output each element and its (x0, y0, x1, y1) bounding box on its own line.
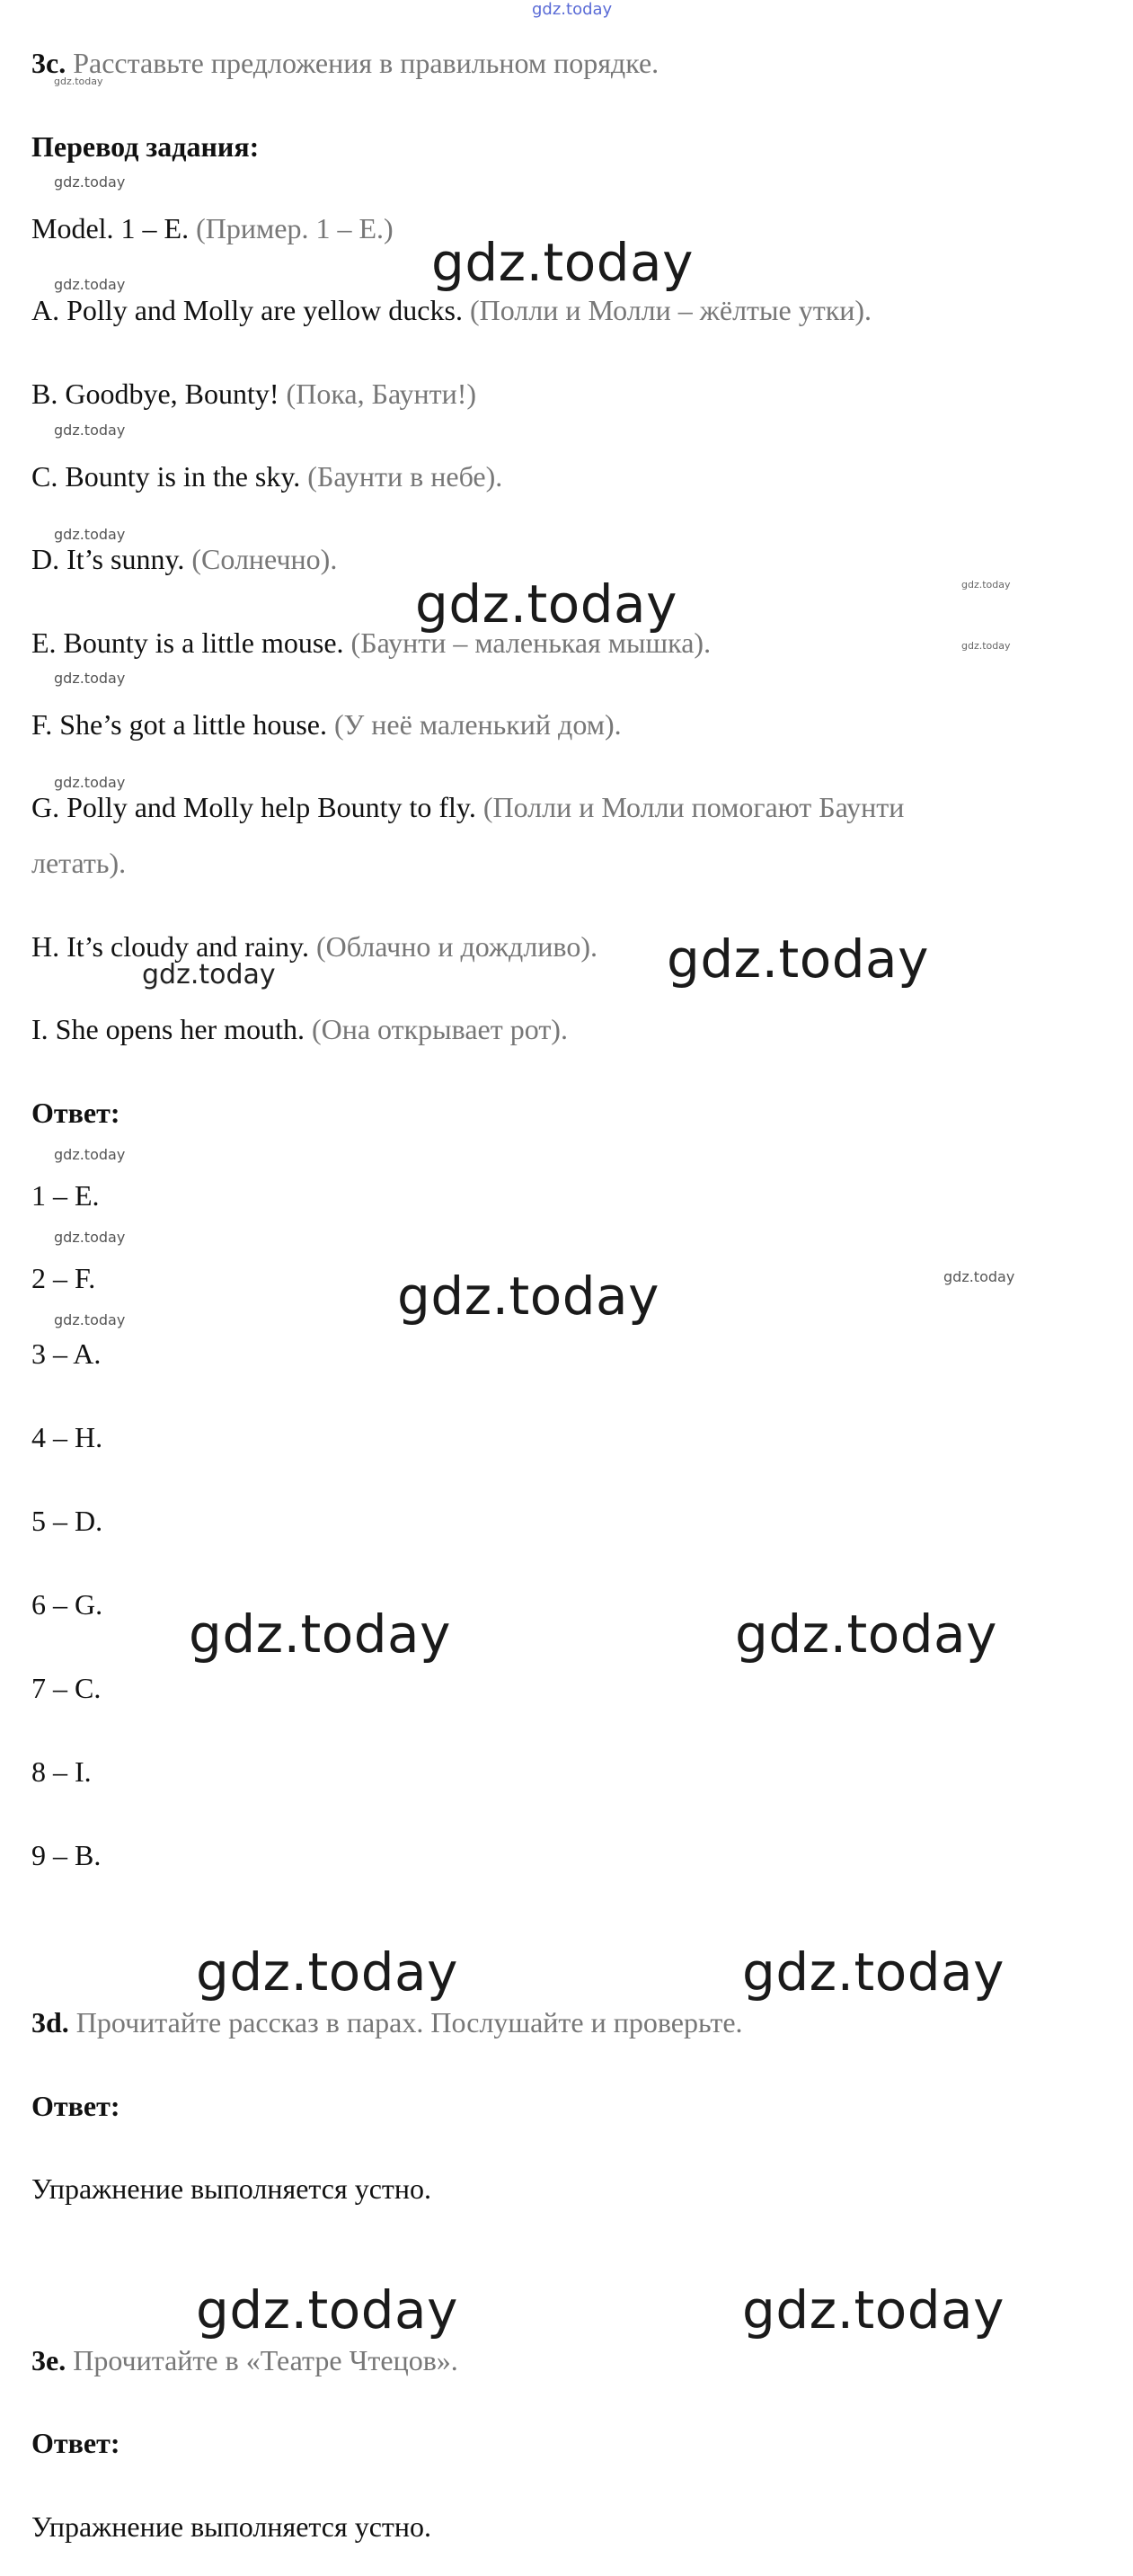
watermark-large: gdz.today (667, 928, 929, 990)
answer-line: 4 – H. (31, 1421, 103, 1453)
watermark-tiny: gdz.today (961, 640, 1011, 652)
translation-heading: Перевод задания: (31, 130, 260, 163)
answer-line: 7 – C. (31, 1672, 102, 1704)
watermark-small: gdz.today (54, 276, 126, 293)
watermark-large: gdz.today (431, 232, 694, 293)
exercise-3d-number: 3d. (31, 2006, 69, 2039)
watermark-large: gdz.today (742, 1941, 1005, 2003)
translation-ru: (Полли и Молли – жёлтые утки). (469, 294, 872, 326)
translation-line-g-cont: летать). (31, 847, 127, 879)
exercise-3d-header (31, 2004, 743, 2040)
exercise-3e-header (31, 2342, 458, 2378)
answer-heading-3c: Ответ: (31, 1097, 120, 1129)
answer-line: 5 – D. (31, 1505, 103, 1537)
translation-line-a (31, 292, 872, 328)
translation-ru: (Баунти в небе). (307, 460, 503, 493)
translation-en: G. Polly and Molly help Bounty to fly. (31, 791, 476, 823)
answer-line: 8 – I. (31, 1755, 92, 1788)
translation-en: C. Bounty is in the sky. (31, 460, 301, 493)
watermark-large: gdz.today (397, 1266, 659, 1327)
translation-ru: (Пока, Баунти!) (286, 378, 477, 410)
translation-en: Model. 1 – E. (31, 212, 190, 244)
exercise-3c-number: 3c. (31, 47, 66, 79)
watermark-small: gdz.today (54, 422, 126, 439)
answer-heading-3d: Ответ: (31, 2090, 120, 2122)
watermark-large: gdz.today (742, 2279, 1005, 2341)
exercise-3c-header (31, 45, 659, 81)
exercise-3e-number: 3e. (31, 2344, 66, 2376)
answer-line: 1 – E. (31, 1179, 100, 1212)
answer-line: 3 – A. (31, 1337, 102, 1370)
watermark-tiny: gdz.today (961, 579, 1011, 591)
translation-en: A. Polly and Molly are yellow ducks. (31, 294, 463, 326)
translation-en: H. It’s cloudy and rainy. (31, 930, 309, 963)
watermark-small: gdz.today (54, 774, 126, 791)
watermark-tiny: gdz.today (54, 76, 103, 87)
translation-line-d (31, 541, 337, 577)
watermark-small: gdz.today (54, 670, 126, 687)
translation-line-model (31, 210, 394, 246)
translation-line-e (31, 625, 711, 661)
answer-line: 6 – G. (31, 1588, 103, 1621)
exercise-3d-instruction: Прочитайте рассказ в парах. Послушайте и проверьте. (75, 2006, 743, 2039)
translation-ru: (Баунти – маленькая мышка). (350, 626, 712, 659)
watermark-small: gdz.today (54, 1229, 126, 1246)
watermark-large: gdz.today (735, 1603, 997, 1665)
watermark-small: gdz.today (54, 173, 126, 191)
translation-line-f (31, 706, 622, 742)
translation-en: E. Bounty is a little mouse. (31, 626, 344, 659)
translation-ru: (У неё маленький дом). (333, 708, 622, 741)
translation-ru: (Пример. 1 – E.) (196, 212, 394, 244)
translation-line-h (31, 928, 597, 964)
translation-ru: (Облачно и дождливо). (315, 930, 597, 963)
translation-en: I. She opens her mouth. (31, 1013, 305, 1045)
translation-ru: (Она открывает рот). (311, 1013, 568, 1045)
translation-ru: (Полли и Молли помогают Баунти (482, 791, 905, 823)
watermark-large: gdz.today (196, 1941, 458, 2003)
translation-line-g (31, 789, 904, 825)
watermark-large: gdz.today (196, 2279, 458, 2341)
answer-text-3e: Упражнение выполняется устно. (31, 2510, 431, 2543)
translation-ru: (Солнечно). (191, 543, 338, 575)
answer-heading-3e: Ответ: (31, 2427, 120, 2459)
watermark-small: gdz.today (54, 526, 126, 543)
watermark-small: gdz.today (943, 1268, 1015, 1285)
translation-en: B. Goodbye, Bounty! (31, 378, 279, 410)
translation-en: F. She’s got a little house. (31, 708, 327, 741)
translation-en: D. It’s sunny. (31, 543, 185, 575)
watermark-large: gdz.today (415, 573, 677, 635)
answer-text-3d: Упражнение выполняется устно. (31, 2172, 431, 2205)
watermark-small: gdz.today (54, 1146, 126, 1163)
exercise-3e-instruction: Прочитайте в «Театре Чтецов». (73, 2344, 458, 2376)
answer-line: 9 – B. (31, 1839, 102, 1871)
exercise-3c-instruction: Расставьте предложения в правильном порядке. (73, 47, 659, 79)
translation-line-c (31, 458, 502, 494)
answer-line: 2 – F. (31, 1262, 96, 1294)
watermark-top: gdz.today (532, 0, 613, 19)
translation-line-b (31, 376, 476, 412)
watermark-large: gdz.today (189, 1603, 451, 1665)
watermark-medium: gdz.today (142, 959, 276, 990)
watermark-small: gdz.today (54, 1311, 126, 1328)
translation-line-i (31, 1011, 568, 1047)
